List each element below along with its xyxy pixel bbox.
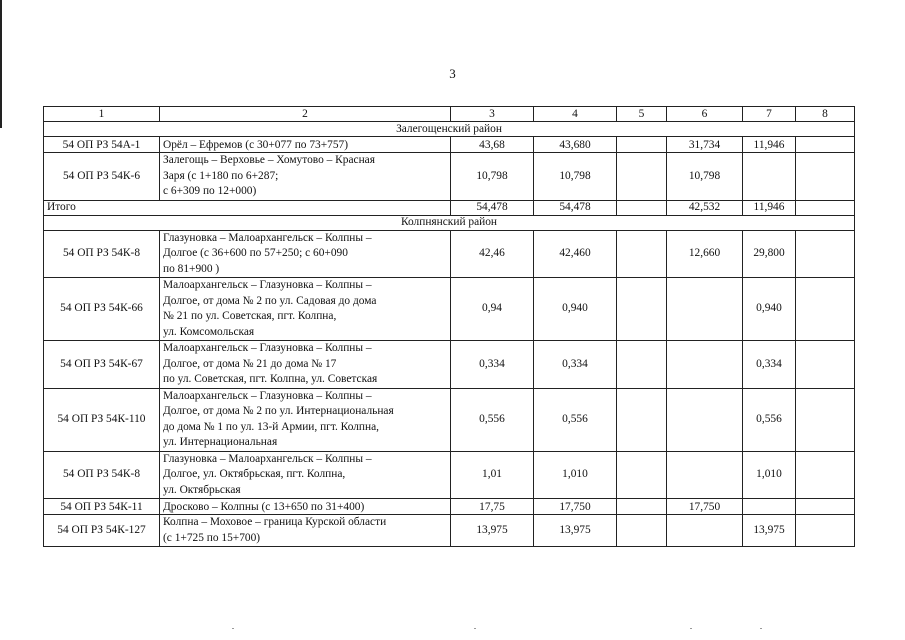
road-name-line: ул. Комсомольская [163, 325, 255, 338]
value-cell-col5 [617, 341, 667, 389]
value-cell-col6 [667, 341, 743, 389]
value-cell-col8 [796, 451, 855, 499]
road-name-line: Долгое, ул. Октябрьская, пгт. Колпна, [163, 468, 346, 480]
total-row [44, 200, 855, 215]
table-row [44, 515, 855, 547]
table-row [44, 499, 855, 515]
scan-dot [760, 628, 762, 629]
road-code-cell: 54 ОП РЗ 54К-127 [44, 515, 160, 547]
value-cell-col6: 31,734 [667, 137, 743, 153]
total-value-col3: 54,478 [451, 200, 534, 215]
road-code-cell: 54 ОП РЗ 54К-8 [44, 230, 160, 278]
value-cell-col7: 13,975 [743, 515, 796, 547]
value-cell-col5 [617, 278, 667, 341]
value-cell-col7: 0,940 [743, 278, 796, 341]
road-name-line: по 81+900 ) [163, 262, 220, 275]
road-name-line: Малоархангельск – Глазуновка – Колпны – [163, 342, 372, 354]
value-cell-col6 [667, 515, 743, 547]
value-cell-col6 [667, 451, 743, 499]
value-cell-col5 [617, 451, 667, 499]
scan-dot [232, 628, 234, 629]
value-cell-col8 [796, 137, 855, 153]
section-row [44, 122, 855, 137]
value-cell-col5 [617, 388, 667, 451]
road-name-line: Глазуновка – Малоархангельск – Колпны – [163, 452, 372, 465]
header-cell-2: 2 [160, 107, 451, 122]
road-name-line: Долгое (с 36+600 по 57+250; с 60+090 [163, 247, 348, 259]
table-row [44, 153, 855, 201]
value-cell-col7 [743, 499, 796, 515]
header-cell-4: 4 [534, 107, 617, 122]
total-value-col7: 11,946 [743, 200, 796, 215]
table-row [44, 451, 855, 499]
road-code-cell: 54 ОП РЗ 54К-110 [44, 388, 160, 451]
road-name-cell [160, 278, 451, 341]
value-cell-col3: 0,334 [451, 341, 534, 389]
road-name-line: Малоархангельск – Глазуновка – Колпны – [163, 279, 372, 291]
value-cell-col3: 17,75 [451, 499, 534, 515]
road-name-line: ул. Интернациональная [163, 436, 278, 448]
section-row [44, 215, 855, 230]
value-cell-col6: 12,660 [667, 230, 743, 278]
road-name-line: (с 1+725 по 15+700) [163, 531, 261, 544]
header-cell-8: 8 [796, 107, 855, 122]
road-name-cell [160, 230, 451, 278]
value-cell-col4: 43,680 [534, 137, 617, 153]
road-name-line: Колпна – Моховое – граница Курской области [163, 516, 387, 528]
road-name-cell [160, 153, 451, 201]
value-cell-col8 [796, 278, 855, 341]
table-row [44, 278, 855, 341]
value-cell-col6: 17,750 [667, 499, 743, 515]
road-name-cell [160, 341, 451, 389]
road-name-line: Орёл – Ефремов (с 30+077 по 73+757) [163, 138, 349, 151]
road-name-line: Малоархангельск – Глазуновка – Колпны – [163, 389, 372, 402]
value-cell-col3: 0,94 [451, 278, 534, 341]
value-cell-col3: 43,68 [451, 137, 534, 153]
road-name-cell [160, 137, 451, 153]
road-name-line: с 6+309 по 12+000) [163, 185, 257, 197]
scan-dot [690, 628, 692, 629]
value-cell-col8 [796, 515, 855, 547]
value-cell-col8 [796, 499, 855, 515]
road-code-cell: 54 ОП РЗ 54К-11 [44, 499, 160, 515]
value-cell-col7 [743, 153, 796, 201]
road-code-cell: 54 ОП РЗ 54К-67 [44, 341, 160, 389]
value-cell-col5 [617, 499, 667, 515]
value-cell-col4: 42,460 [534, 230, 617, 278]
left-margin-rule [0, 0, 2, 128]
road-code-cell: 54 ОП РЗ 54К-8 [44, 451, 160, 499]
table-row [44, 341, 855, 389]
value-cell-col4: 10,798 [534, 153, 617, 201]
value-cell-col4: 0,940 [534, 278, 617, 341]
value-cell-col5 [617, 153, 667, 201]
header-row [44, 107, 855, 122]
value-cell-col5 [617, 230, 667, 278]
value-cell-col8 [796, 153, 855, 201]
value-cell-col6 [667, 388, 743, 451]
road-name-line: Глазуновка – Малоархангельск – Колпны – [163, 231, 372, 244]
header-cell-6: 6 [667, 107, 743, 122]
table-row [44, 388, 855, 451]
value-cell-col8 [796, 388, 855, 451]
value-cell-col6 [667, 278, 743, 341]
road-name-line: до дома № 1 по ул. 13-й Армии, пгт. Колпна, [163, 420, 380, 433]
table-body [44, 107, 855, 547]
table-row [44, 230, 855, 278]
value-cell-col3: 0,556 [451, 388, 534, 451]
road-name-line: ул. Октябрьская [163, 483, 241, 496]
road-name-line: Долгое, от дома № 21 до дома № 17 [163, 357, 337, 370]
value-cell-col7: 0,334 [743, 341, 796, 389]
header-cell-3: 3 [451, 107, 534, 122]
value-cell-col5 [617, 515, 667, 547]
table-row [44, 137, 855, 153]
total-label: Итого [44, 200, 451, 215]
value-cell-col4: 0,556 [534, 388, 617, 451]
value-cell-col4: 1,010 [534, 451, 617, 499]
value-cell-col4: 0,334 [534, 341, 617, 389]
total-value-col6: 42,532 [667, 200, 743, 215]
road-name-line: Дросково – Колпны (с 13+650 по 31+400) [163, 500, 365, 513]
header-cell-7: 7 [743, 107, 796, 122]
page-number: 3 [449, 66, 456, 81]
value-cell-col7: 29,800 [743, 230, 796, 278]
road-code-cell: 54 ОП РЗ 54А-1 [44, 137, 160, 153]
roads-table [43, 106, 855, 547]
road-name-cell [160, 451, 451, 499]
scan-artifacts [0, 628, 905, 632]
road-name-line: по ул. Советская, пгт. Колпна, ул. Советская [163, 373, 378, 385]
value-cell-col7: 1,010 [743, 451, 796, 499]
total-value-col5 [617, 200, 667, 215]
header-cell-1: 1 [44, 107, 160, 122]
scan-dot [474, 628, 476, 629]
value-cell-col7: 0,556 [743, 388, 796, 451]
road-name-cell [160, 499, 451, 515]
value-cell-col8 [796, 341, 855, 389]
value-cell-col3: 1,01 [451, 451, 534, 499]
value-cell-col6: 10,798 [667, 153, 743, 201]
value-cell-col3: 13,975 [451, 515, 534, 547]
header-cell-5: 5 [617, 107, 667, 122]
road-name-cell [160, 515, 451, 547]
total-value-col8 [796, 200, 855, 215]
total-value-col4: 54,478 [534, 200, 617, 215]
section-title: Залегощенский район [44, 122, 855, 137]
road-name-line: Долгое, от дома № 2 по ул. Садовая до дома [163, 294, 377, 307]
value-cell-col3: 10,798 [451, 153, 534, 201]
road-name-line: Заря (с 1+180 по 6+287; [163, 169, 279, 182]
section-title: Колпнянский район [44, 215, 855, 230]
road-name-line: Долгое, от дома № 2 по ул. Интернациональная [163, 405, 394, 417]
road-name-line: № 21 по ул. Советская, пгт. Колпна, [163, 310, 337, 322]
road-code-cell: 54 ОП РЗ 54К-66 [44, 278, 160, 341]
value-cell-col8 [796, 230, 855, 278]
value-cell-col4: 13,975 [534, 515, 617, 547]
road-code-cell: 54 ОП РЗ 54К-6 [44, 153, 160, 201]
value-cell-col3: 42,46 [451, 230, 534, 278]
road-name-cell [160, 388, 451, 451]
road-name-line: Залегощь – Верховье – Хомутово – Красная [163, 154, 375, 166]
value-cell-col4: 17,750 [534, 499, 617, 515]
value-cell-col5 [617, 137, 667, 153]
value-cell-col7: 11,946 [743, 137, 796, 153]
